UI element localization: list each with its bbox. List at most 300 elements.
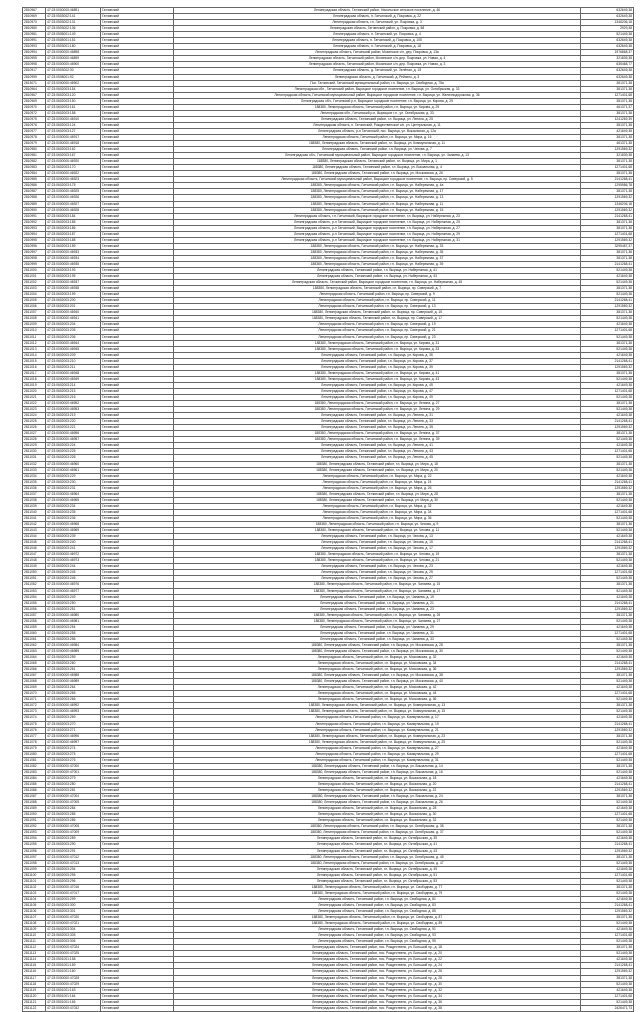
value-cell: 521449,38 (581, 769, 634, 775)
value-cell: 1271401,68 (581, 872, 634, 878)
row-id-cell: 2811038 (23, 497, 46, 503)
address-cell: Ленинградская область, Гатчинский район, г.п. Вырица, ул. Московская, д. 32 (174, 655, 581, 661)
row-id-cell: 2810993 (23, 225, 46, 231)
address-cell: Ленинградская область, п. Гатчинский, д. Покровка, д. 18 (174, 44, 581, 50)
address-cell: Ленинградская область, Гатчинский район, г.п. Вырица, пр. Сиверский, д. 19 (174, 322, 581, 328)
address-cell: 188380, Ленинградская область, Гатчинский район, г.п. Вырица, ул. Свободная, д. 77 (174, 884, 581, 890)
district-cell: Гатчинский (101, 62, 174, 68)
address-cell: Ленинградская область, Гатчинский район, пос. Рождествено, ул. Большой пр., д. 26 (174, 969, 581, 975)
district-cell: Гатчинский (101, 860, 174, 866)
district-cell: Гатчинский (101, 503, 174, 509)
district-cell: Гатчинский (101, 195, 174, 201)
address-cell: Ленинградская область, Гатчинский район, г.п. Вырица, ул. Чапаева, д. 33 (174, 636, 581, 642)
value-cell: 521449,38 (581, 437, 634, 443)
district-cell: Гатчинский (101, 673, 174, 679)
address-cell: Ленинградская область, Гатчинский район, г.п. Вырица, ул. Мира, д. 36 (174, 515, 581, 521)
address-cell: Ленинградская область, Гатчинский район, г.п. Вырица, ул. Чехова, д. 13 (174, 534, 581, 540)
district-cell: Гатчинский (101, 395, 174, 401)
cadastral-number-cell: 47:23:0503002:30 (46, 68, 101, 74)
district-cell: Гатчинский (101, 425, 174, 431)
value-cell: 421649,38 (581, 382, 634, 388)
address-cell: Ленинградская область, Гатчинский район, Мозинское с/п, дер. Покровка, д. 13а (174, 50, 581, 56)
district-cell: Гатчинский (101, 370, 174, 376)
address-cell: 188380, Ленинградская область, Гатчинский район, г.п. Вырица, ул. Кирова, д. 31 (174, 340, 581, 346)
district-cell: Гатчинский (101, 201, 174, 207)
row-id-cell: 2811094 (23, 836, 46, 842)
cadastral-number-cell: 47:23:0000000:47004 (46, 794, 101, 800)
value-cell: 2141268,41 (581, 540, 634, 546)
district-cell: Гатчинский (101, 824, 174, 830)
value-cell: 421649,38 (581, 866, 634, 872)
address-cell: Ленинградская область, Гатчинский район, г.п. Вырица, ул. Московская, д. 44 (174, 691, 581, 697)
row-id-cell: 2811036 (23, 485, 46, 491)
value-cell: 1271401,68 (581, 165, 634, 171)
district-cell: Гатчинский (101, 38, 174, 44)
address-cell: 188380, Ленинградская область, Гатчинский район, г.п. Вырица, ул. Свободная, д. 87 (174, 915, 581, 921)
value-cell: 521449,38 (581, 697, 634, 703)
address-cell: 188380, Ленинградская область, Гатчинский район, г.п. Вырица, ул. Кирова, д. 33 (174, 346, 581, 352)
district-cell: Гатчинский (101, 413, 174, 419)
value-cell: 521449,38 (581, 999, 634, 1005)
district-cell: Гатчинский (101, 685, 174, 691)
district-cell: Гатчинский (101, 915, 174, 921)
address-cell: Ленинградская обл., Гатчинский муниципальный район, Вырицкое городское поселение, г.п. Вырица, ул. Чапаева, д. 13 (174, 153, 581, 159)
value-cell: 521449,38 (581, 878, 634, 884)
address-cell: 188380, Ленинградская область, Гатчинский район, г.п. Вырица, ул. Вокзальная, д. 26 (174, 800, 581, 806)
row-id-cell: 2811089 (23, 806, 46, 812)
cadastral-number-cell: 47:23:0000000:46989 (46, 679, 101, 685)
address-cell: Ленинградская область, р-н Гатчинский, Вырицкое городское поселение, г.п. Вырица, ул. Набережная, д. 29 (174, 231, 581, 237)
district-cell: Гатчинский (101, 8, 174, 14)
cadastral-number-cell: 47:23:0000000:46993 (46, 709, 101, 715)
cadastral-number-cell: 47:23:0505001:149 (46, 32, 101, 38)
address-cell: Ленинградская область, Гатчинский район, г.п. Вырица, ул. Московская, д. 42 (174, 685, 581, 691)
cadastral-number-cell: 47:23:0000000:47001 (46, 769, 101, 775)
address-cell: Ленинградская область, Гатчинский район, пос. Рождествено, ул. Большой пр., д. 30 (174, 981, 581, 987)
value-cell: 421649,38 (581, 745, 634, 751)
value-cell: 3295487,37 (581, 243, 634, 249)
property-list-sheet (22, 7, 632, 1012)
cadastral-number-cell: 47:23:0000000:46988 (46, 673, 101, 679)
cadastral-number-cell: 47:23:0000000:47029 (46, 981, 101, 987)
address-cell: 188380, Ленинградская область, Гатчинский район, г.п. Вырица, ул. Чехова, д. 21 (174, 558, 581, 564)
district-cell: Гатчинский (101, 818, 174, 824)
cadastral-number-cell: 47:23:0000000:46935 (46, 261, 101, 267)
row-id-cell: 2810981 (23, 153, 46, 159)
cadastral-number-cell: 47:23:0602003:120 (46, 92, 101, 98)
address-cell: Ленинградская область, Гатчинский район, г.п. Вырица, ул. Октябрьская, д. 53 (174, 878, 581, 884)
address-cell: Ленинградская область, р-н Гатчинский, Вырицкое городское поселение, г.п. Вырица, ул. Набережная, д. 25 (174, 219, 581, 225)
cadastral-number-cell: 47:23:0000000:47032 (46, 1005, 101, 1011)
value-cell: 381371,38 (581, 612, 634, 618)
row-id-cell: 2810978 (23, 134, 46, 140)
cadastral-number-cell: 47:23:0602003:264 (46, 685, 101, 691)
value-cell: 381371,38 (581, 98, 634, 104)
value-cell: 632649,38 (581, 38, 634, 44)
address-cell: Ленинградская область, Гатчинский район, г.п. Вырица, ул. Московская, д. 34 (174, 661, 581, 667)
row-id-cell: 2811042 (23, 521, 46, 527)
district-cell: Гатчинский (101, 715, 174, 721)
row-id-cell: 2811113 (23, 951, 46, 957)
address-cell: 188380, Ленинградская область, Гатчинский район, г.п. Вырица, ул. Чапаева, д. 17 (174, 588, 581, 594)
district-cell: Гатчинский (101, 721, 174, 727)
district-cell: Гатчинский (101, 661, 174, 667)
cadastral-number-cell: 47:23:0602003:162 (46, 147, 101, 153)
row-id-cell: 2811097 (23, 854, 46, 860)
cadastral-number-cell: 47:23:0602003:244 (46, 564, 101, 570)
district-cell: Гатчинский (101, 763, 174, 769)
cadastral-number-cell: 47:23:0602003:245 (46, 570, 101, 576)
cadastral-number-cell: 47:23:0602003:254 (46, 624, 101, 630)
district-cell: Гатчинский (101, 751, 174, 757)
cadastral-number-cell: 47:23:0602003:184 (46, 213, 101, 219)
cadastral-number-cell: 47:23:0602003:291 (46, 848, 101, 854)
row-id-cell: 2811069 (23, 685, 46, 691)
cadastral-number-cell: 47:23:0000000:46928 (46, 207, 101, 213)
address-cell: Ленинградская область, Гатчинский район, г.п. Вырица, пр. Сиверский, д. 23 (174, 334, 581, 340)
district-cell: Гатчинский (101, 733, 174, 739)
row-id-cell: 2811092 (23, 824, 46, 830)
value-cell: 1271401,68 (581, 993, 634, 999)
cadastral-number-cell: 47:23:0000000:46891 (46, 8, 101, 14)
cadastral-number-cell: 47:23:0501001:158 (46, 957, 101, 963)
row-id-cell: 2810999 (23, 74, 46, 80)
cadastral-number-cell: 47:23:0000000:46934 (46, 255, 101, 261)
address-cell: 188380, Ленинградская область, Гатчинский район, г.п. Вырица, ул. Коммунальная, д. 15 (174, 709, 581, 715)
address-cell: Ленинградская область, Гатчинский район, г.п. Вырица, ул. Вокзальная, д. 28 (174, 806, 581, 812)
value-cell: 1291569,32 (581, 207, 634, 213)
row-id-cell: 2810964 (23, 86, 46, 92)
row-id-cell: 2810980 (23, 26, 46, 32)
value-cell: 2141268,41 (581, 213, 634, 219)
cadastral-number-cell: 47:23:0602003:193 (46, 268, 101, 274)
row-id-cell: 2810994 (23, 231, 46, 237)
address-cell: 188380, Ленинградская область, Гатчинский район, г.п. Вырица, пр. Сиверский, д. 15 (174, 310, 581, 316)
address-cell: Ленинградская область, Гатчинский район, пос. Рождествено, ул. Большой пр., д. 24 (174, 963, 581, 969)
row-id-cell: 2811027 (23, 431, 46, 437)
property-table-body (23, 8, 634, 1012)
cadastral-number-cell: 47:23:0000000:47020 (46, 915, 101, 921)
cadastral-number-cell: 47:23:0000000:46900 (46, 62, 101, 68)
value-cell: 521449,38 (581, 268, 634, 274)
cadastral-number-cell: 47:23:0000000:46902 (46, 80, 101, 86)
row-id-cell: 2810977 (23, 128, 46, 134)
value-cell: 421649,38 (581, 806, 634, 812)
district-cell: Гатчинский (101, 636, 174, 642)
address-cell: 188380, Ленинградская область, Гатчинский район, г.п. Вырица, ул. Свободная, д. 79 (174, 890, 581, 896)
cadastral-number-cell: 47:23:0000000:46920 (46, 159, 101, 165)
value-cell: 421649,38 (581, 957, 634, 963)
address-cell: Ленинградская область, Гатчинский район, пос. Рождествено, ул. Большой пр., д. 34 (174, 993, 581, 999)
district-cell: Гатчинский (101, 225, 174, 231)
cadastral-number-cell: 47:23:0602003:274 (46, 745, 101, 751)
value-cell: 381371,38 (581, 225, 634, 231)
address-cell: Ленинградская область, Гатчинский район, г.п. Вырица, ул. Чехова, д. 17 (174, 546, 581, 552)
row-id-cell: 2811122 (23, 1005, 46, 1011)
address-cell: Ленинградская область, Гатчинский район, г.п. Вырица, ул. Коммунальная, д. 21 (174, 727, 581, 733)
cadastral-number-cell: 47:23:0602003:255 (46, 630, 101, 636)
cadastral-number-cell: 47:23:0602003:187 (46, 231, 101, 237)
address-cell: 188380, Ленинградская область, Гатчинский район, г.п. Вырица, ул. Набережная, д. 17 (174, 189, 581, 195)
row-id-cell: 2811003 (23, 286, 46, 292)
address-cell: Ленинградская область, Гатчинский район, г.п. Вырица, пр. Сиверский, д. 11 (174, 298, 581, 304)
cadastral-number-cell: 47:23:0602003:231 (46, 485, 101, 491)
cadastral-number-cell: 47:23:0000000:46922 (46, 171, 101, 177)
address-cell: Ленинградская область, Гатчинский район, г.п. Вырица, ул. Чапаева, д. 23 (174, 606, 581, 612)
address-cell: 188380, Ленинградская область, Гатчинский район, г.п. Вырица, пр. Сиверский, д. 7 (174, 286, 581, 292)
district-cell: Гатчинский (101, 461, 174, 467)
value-cell: 1291569,32 (581, 304, 634, 310)
value-cell: 521449,38 (581, 32, 634, 38)
value-cell: 421649,38 (581, 594, 634, 600)
value-cell: 421649,38 (581, 775, 634, 781)
cadastral-number-cell: 47:23:0602003:290 (46, 842, 101, 848)
district-cell: Гатчинский (101, 268, 174, 274)
address-cell: Ленинградская область, п. Гатчинский, ул. Покровка, д. 4 (174, 32, 581, 38)
value-cell: 381371,38 (581, 171, 634, 177)
value-cell: 521449,38 (581, 407, 634, 413)
cadastral-number-cell: 47:23:0602003:221 (46, 425, 101, 431)
district-cell: Гатчинский (101, 243, 174, 249)
value-cell: 2141268,41 (581, 782, 634, 788)
address-cell: 188380, Ленинградская область, Гатчинский район, г.п. Вырица, ул. Мира, д. 1 (174, 159, 581, 165)
address-cell: 188380, Ленинградская область, Гатчинский район, г.п. Вырица, ул. Мира, д. 28 (174, 491, 581, 497)
address-cell: 188380, Ленинградская область, Гатчинский район, г.п. Вырица, ул. Мира, д. 20 (174, 467, 581, 473)
address-cell: 188380, Ленинградская область, Гатчинский район, г.п. Вырица, ул. Вокзальная, д. 16 (174, 769, 581, 775)
district-cell: Гатчинский (101, 449, 174, 455)
value-cell: 381371,38 (581, 431, 634, 437)
district-cell: Гатчинский (101, 975, 174, 981)
value-cell: 1271401,68 (581, 691, 634, 697)
row-id-cell: 2811084 (23, 775, 46, 781)
cadastral-number-cell: 47:23:0602003:220 (46, 419, 101, 425)
district-cell: Гатчинский (101, 401, 174, 407)
district-cell: Гатчинский (101, 116, 174, 122)
value-cell: 1291569,32 (581, 667, 634, 673)
value-cell: 521449,38 (581, 395, 634, 401)
address-cell: Ленинградская область, г.п. Гатчинский, ул. Покровка, д. 3 (174, 20, 581, 26)
value-cell: 521449,38 (581, 497, 634, 503)
address-cell: 188380, Ленинградская область, Гатчинский район, г.п. Вырица, ул. Октябрьская, д. 47 (174, 860, 581, 866)
row-id-cell: 2811100 (23, 872, 46, 878)
cadastral-number-cell: 47:23:0000000:46949 (46, 376, 101, 382)
address-cell: Ленинградская область, Гатчинский район, пос. Рождествено, ул. Большой пр., д. 20 (174, 951, 581, 957)
address-cell: Ленинградская область, Гатчинский район, Вырицкое городское поселение, г.п. Вырица, ул. Набережная, д. 45 (174, 280, 581, 286)
district-cell: Гатчинский (101, 830, 174, 836)
value-cell: 381371,38 (581, 642, 634, 648)
cadastral-number-cell: 47:23:0602003:286 (46, 818, 101, 824)
row-id-cell: 2811073 (23, 709, 46, 715)
row-id-cell: 2811011 (23, 334, 46, 340)
row-id-cell: 2810979 (23, 141, 46, 147)
address-cell: 188380, Ленинградская область, Гатчинский район, г.п. Вырица, ул. Московская, д. 40 (174, 679, 581, 685)
address-cell: Ленинградская область, Гатчинский район, г.п. Вырица, ул. Мира, д. 24 (174, 479, 581, 485)
value-cell: 421649,38 (581, 534, 634, 540)
value-cell: 421649,38 (581, 655, 634, 661)
value-cell: 521449,38 (581, 280, 634, 286)
address-cell: Ленинградская обл., Гатчинский район, Вырицкое городское поселение, г.п. Вырица, ул. Октябрьская, д. 33 (174, 86, 581, 92)
value-cell: 1271401,68 (581, 630, 634, 636)
cadastral-number-cell: 47:23:0602003:210 (46, 358, 101, 364)
district-cell: Гатчинский (101, 624, 174, 630)
cadastral-number-cell: 47:23:0602003:199 (46, 292, 101, 298)
address-cell: Ленинградская область, Гатчинский район, г.п. Вырица, ул. Коммунальная, д. 19 (174, 721, 581, 727)
district-cell: Гатчинский (101, 679, 174, 685)
row-id-cell: 2810999 (23, 261, 46, 267)
district-cell: Гатчинский (101, 286, 174, 292)
value-cell: 381371,38 (581, 884, 634, 890)
value-cell: 1271401,68 (581, 751, 634, 757)
district-cell: Гатчинский (101, 521, 174, 527)
district-cell: Гатчинский (101, 50, 174, 56)
address-cell: Ленинградская область, Гатчинский район, г.п. Вырица, ул. Мира, д. 22 (174, 473, 581, 479)
address-cell: Ленинградская область, Гатчинский район, г.п. Вырица, ул. Вокзальная, д. 22 (174, 788, 581, 794)
district-cell: Гатчинский (101, 310, 174, 316)
cadastral-number-cell: 47:23:0000000:46957 (46, 437, 101, 443)
value-cell: 381371,38 (581, 854, 634, 860)
cadastral-number-cell: 47:23:0602003:167 (46, 153, 101, 159)
row-id-cell: 2811045 (23, 540, 46, 546)
row-id-cell: 2811093 (23, 830, 46, 836)
address-cell: Ленинградская область, Гатчинский район, г.п. Вырица, ул. Ленина, д. 33 (174, 419, 581, 425)
cadastral-number-cell: 47:23:0602003:200 (46, 298, 101, 304)
address-cell: Ленинградская область, д. Гатчинский, ул. Зелёная, д. 15 (174, 68, 581, 74)
address-cell: Ленинградская область, Гатчинский район, Никольское сельское поселение, д. 46 (174, 8, 581, 14)
value-cell: 2141268,41 (581, 298, 634, 304)
district-cell: Гатчинский (101, 570, 174, 576)
district-cell: Гатчинский (101, 26, 174, 32)
address-cell: Ленинградская область, Гатчинский муниципальный район, Вырицкое городское поселение, г.п. Вырица, пр. Сиверский, д. 5 (174, 177, 581, 183)
district-cell: Гатчинский (101, 364, 174, 370)
row-id-cell: 2810985 (23, 177, 46, 183)
row-id-cell: 2811054 (23, 594, 46, 600)
row-id-cell: 2810970 (23, 20, 46, 26)
district-cell: Гатчинский (101, 618, 174, 624)
address-cell: Ленинградская область, Гатчинский район, г.п. Вырица, ул. Коммунальная, д. 29 (174, 751, 581, 757)
district-cell: Гатчинский (101, 667, 174, 673)
address-cell: Ленинградская область, Гатчинский район, г.п. Вырица, ул. Кирова, д. 47 (174, 388, 581, 394)
row-id-cell: 2811002 (23, 280, 46, 286)
row-id-cell: 2810994 (23, 50, 46, 56)
row-id-cell: 2811063 (23, 648, 46, 654)
district-cell: Гатчинский (101, 866, 174, 872)
cadastral-number-cell: 47:23:0000000:46938 (46, 286, 101, 292)
cadastral-number-cell: 47:23:0000000:46948 (46, 370, 101, 376)
cadastral-number-cell: 47:23:0602003:236 (46, 515, 101, 521)
address-cell: 188380, Ленинградская область, Гатчинский район, г.п. Вырица, ул. Коммунальная, д. 23 (174, 733, 581, 739)
row-id-cell: 2811120 (23, 993, 46, 999)
cadastral-number-cell: 47:23:0000000:46925 (46, 189, 101, 195)
cadastral-number-cell: 47:23:0602003:229 (46, 473, 101, 479)
district-cell: Гатчинский (101, 957, 174, 963)
value-cell: 521449,38 (581, 679, 634, 685)
value-cell: 521449,38 (581, 636, 634, 642)
district-cell: Гатчинский (101, 534, 174, 540)
address-cell: 188380, Ленинградская область, Гатчинский район, г.п. Вырица, ул. Коммунальная, д. 13 (174, 703, 581, 709)
row-id-cell: 2811112 (23, 945, 46, 951)
row-id-cell: 2811074 (23, 715, 46, 721)
district-cell: Гатчинский (101, 594, 174, 600)
value-cell: 1271401,68 (581, 449, 634, 455)
cadastral-number-cell: 47:23:0602003:305 (46, 933, 101, 939)
value-cell: 2426471,73 (581, 1005, 634, 1011)
value-cell: 1271401,68 (581, 92, 634, 98)
district-cell: Гатчинский (101, 558, 174, 564)
district-cell: Гатчинский (101, 20, 174, 26)
value-cell: 381371,38 (581, 286, 634, 292)
cadastral-number-cell: 47:23:0602003:301 (46, 908, 101, 914)
district-cell: Гатчинский (101, 219, 174, 225)
cadastral-number-cell: 47:23:0503002:131 (46, 20, 101, 26)
row-id-cell: 2810998 (23, 62, 46, 68)
district-cell: Гатчинский (101, 340, 174, 346)
value-cell: 521449,38 (581, 618, 634, 624)
cadastral-number-cell: 47:23:0602003:285 (46, 812, 101, 818)
value-cell: 1241269,39 (581, 116, 634, 122)
address-cell: Ленинградская область, Гатчинский район, г.п. Вырица, ул. Мира, д. 26 (174, 485, 581, 491)
district-cell: Гатчинский (101, 800, 174, 806)
address-cell: 188380, Ленинградская область, Гатчинский район, г.п. Вырица, ул. Набережная, д. 15 (174, 207, 581, 213)
address-cell: Ленинградская область, д. Гатчинский, д. Рейзино, д. 3 (174, 74, 581, 80)
value-cell: 521449,38 (581, 921, 634, 927)
address-cell: Ленинградская обл., Гатчинский р-н, Вырицкое городское поселение, г.п. Вырица, ул. Кирова, д. 29 (174, 98, 581, 104)
row-id-cell: 2811079 (23, 745, 46, 751)
value-cell: 421649,38 (581, 274, 634, 280)
district-cell: Гатчинский (101, 842, 174, 848)
value-cell: 1291569,32 (581, 606, 634, 612)
cadastral-number-cell: 47:23:0000000:46996 (46, 733, 101, 739)
district-cell: Гатчинский (101, 933, 174, 939)
value-cell: 2141268,41 (581, 479, 634, 485)
row-id-cell: 2811110 (23, 933, 46, 939)
value-cell: 381371,38 (581, 521, 634, 527)
address-cell: Ленинградская область, Гатчинский район, г.п. Вырица, ул. Ленина, д. 31 (174, 413, 581, 419)
row-id-cell: 2811117 (23, 975, 46, 981)
row-id-cell: 2811107 (23, 915, 46, 921)
value-cell: 421649,38 (581, 896, 634, 902)
district-cell: Гатчинский (101, 854, 174, 860)
row-id-cell: 2810990 (23, 207, 46, 213)
district-cell: Гатчинский (101, 304, 174, 310)
cadastral-number-cell: 47:23:0000000:46956 (46, 431, 101, 437)
cadastral-number-cell: 47:23:0000000:46997 (46, 739, 101, 745)
district-cell: Гатчинский (101, 104, 174, 110)
cadastral-number-cell: 47:23:0602003:214 (46, 382, 101, 388)
value-cell: 521449,38 (581, 648, 634, 654)
cadastral-number-cell: 47:23:0000000:46964 (46, 491, 101, 497)
district-cell: Гатчинский (101, 316, 174, 322)
address-cell: 188380, Ленинградская область, Гатчинский район, г.п. Вырица, ул. Чапаева, д. 25 (174, 612, 581, 618)
value-cell: 381371,38 (581, 310, 634, 316)
cadastral-number-cell: 47:23:0000000:46899 (46, 56, 101, 62)
cadastral-number-cell: 47:23:0000000:47028 (46, 975, 101, 981)
address-cell: Ленинградская область, Гатчинский район, г.п. Вырица, пр. Сиверский, д. 21 (174, 328, 581, 334)
district-cell: Гатчинский (101, 552, 174, 558)
property-table (22, 7, 634, 1012)
row-id-cell: 2810982 (23, 159, 46, 165)
address-cell: Ленинградская область, Гатчинский район, г.п. Вырица, ул. Ленина, д. 25 (174, 116, 581, 122)
address-cell: Ленинградская область, Гатчинский район, г.п. Вырица, ул. Чехова, д. 25 (174, 570, 581, 576)
district-cell: Гатчинский (101, 207, 174, 213)
address-cell: Ленинградская область, Гатчинский район, г.п. Вырица, ул. Свободная, д. 91 (174, 927, 581, 933)
cadastral-number-cell: 47:23:0602003:175 (46, 183, 101, 189)
row-id-cell: 2811121 (23, 999, 46, 1005)
row-id-cell: 2811010 (23, 328, 46, 334)
value-cell: 521449,38 (581, 515, 634, 521)
value-cell: 381371,38 (581, 461, 634, 467)
district-cell: Гатчинский (101, 134, 174, 140)
value-cell: 632649,38 (581, 14, 634, 20)
